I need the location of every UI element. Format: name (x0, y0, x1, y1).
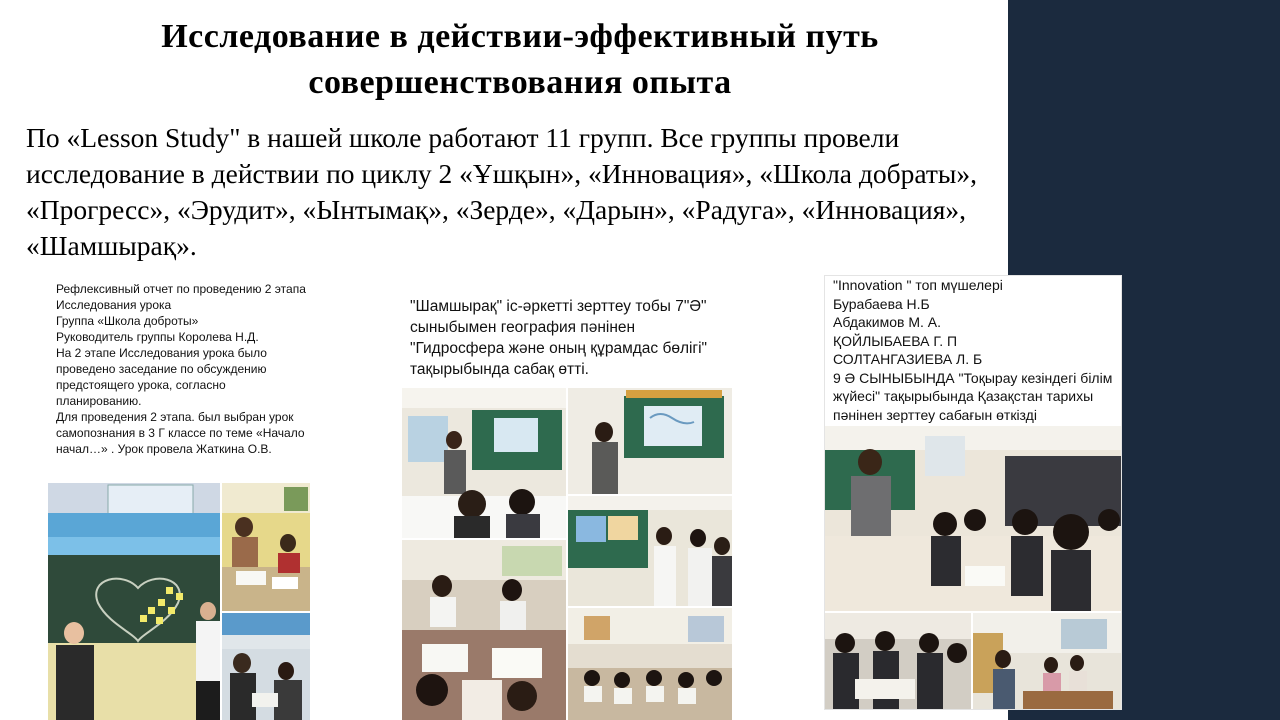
classroom-photo-students-at-board (568, 496, 732, 606)
report-panel-innovation (824, 275, 1122, 710)
report-caption: "Шамшырақ" іс-әркетті зерттеу тобы 7"Ә" сыныбымен география пәнінен "Гидросфера және оның құрамдас бөлігі" тақырыбында сабақ өтті. (410, 298, 708, 378)
classroom-photo-panel-discussion (973, 613, 1122, 710)
report-panel-shamshyraq (400, 290, 734, 720)
classroom-photo-teacher-standing (825, 426, 1122, 611)
classroom-photo-students-group (825, 613, 971, 710)
classroom-photo-teacher-with-class (222, 613, 310, 720)
report-caption: "Innovation " топ мүшелері Бурабаева Н.Б Абдакимов М. А. ҚОЙЛЫБАЕВА Г. П СОЛТАНГАЗИЕВА Л. Б 9 Ә СЫНЫБЫНДА "Тоқырау кезіндегі білім жүйесі" тақырыбында Қазақстан тарихы пәнінен зерттеу сабағын өткізді (833, 277, 1113, 423)
classroom-photo-wide-class (568, 608, 732, 720)
classroom-photo-students-working (402, 540, 566, 720)
slide-title: Исследование в действии-эффективный путь совершенствования опыта (161, 18, 879, 101)
report-panel-school-of-kindness (48, 277, 310, 720)
slide-body-text: По «Lesson Study" в нашей школе работают 11 групп. Все группы провели исследование в действии по циклу 2 «Ұшқын», «Инновация», «Школа добраты», «Прогресс», «Эрудит», «Ынтымақ», «Зерде», «Дарын», «Радуга», «Инновация», «Шамшырақ». (26, 122, 977, 261)
classroom-photo-teacher-at-board (402, 388, 566, 538)
report-caption: Рефлексивный отчет по проведению 2 этапа Исследования урока Группа «Школа доброты» Руководитель группы Королева Н.Д. На 2 этапе Исследования урока было проведено заседание по обсуждению предстоящего урока, согласно планированию. Для проведения 2 этапа. был выбран урок самопознания в 3 Г классе по теме «Начало начал…» . Урок провела Жаткина О.В. (56, 282, 306, 456)
classroom-photo-blackboard (48, 483, 220, 720)
classroom-photo-map-board (568, 388, 732, 494)
classroom-photo-students-desks (222, 483, 310, 611)
